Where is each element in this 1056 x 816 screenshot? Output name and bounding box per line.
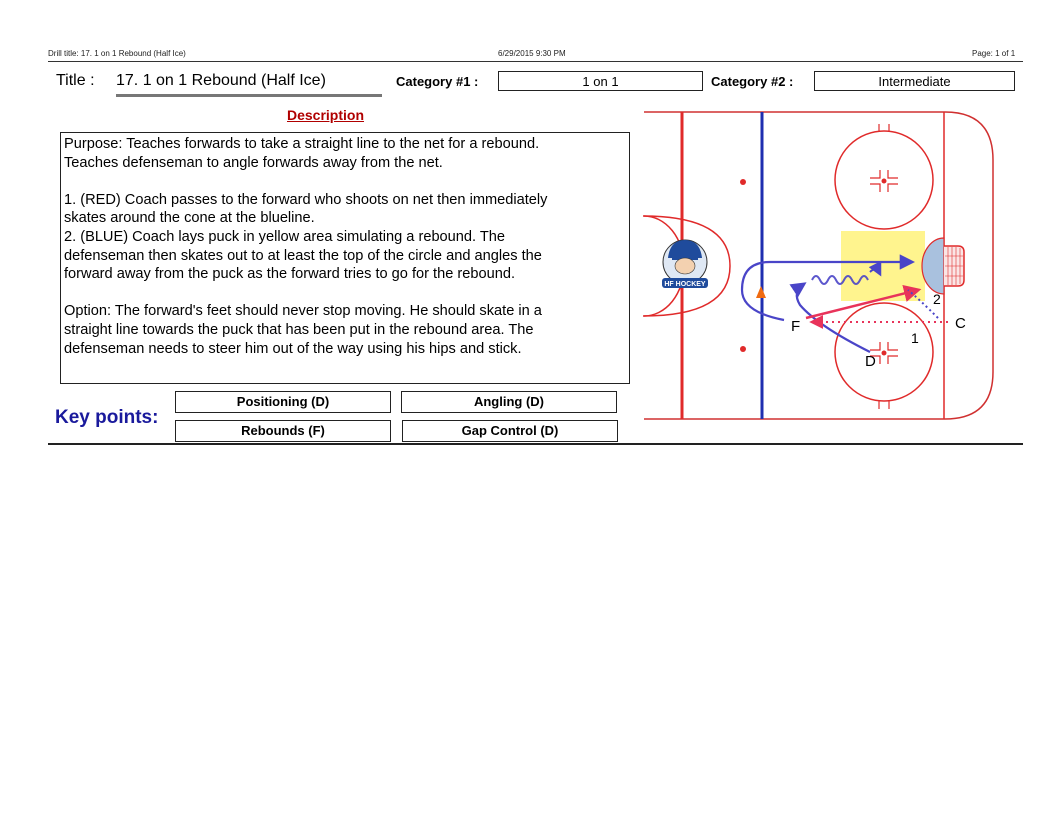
category1-label: Category #1 : [396,74,479,89]
category2-label: Category #2 : [711,74,794,89]
description-line: Option: The forward's feet should never stop moving. He should skate in a [64,303,542,320]
footer-divider [48,443,1023,445]
neutral-dot-top [740,179,746,185]
description-line: defenseman needs to steer him out of the way using his hips and stick. [64,340,522,357]
description-line: 1. (RED) Coach passes to the forward who shoots on net then immediately [64,191,548,208]
print-datetime: 6/29/2015 9:30 PM [498,49,566,58]
coach-label: C [955,315,966,332]
defense-label: D [865,353,876,370]
key-point-gap-control: Gap Control (D) [402,420,618,442]
title-value: 17. 1 on 1 Rebound (Half Ice) [116,72,382,97]
description-line: skates around the cone at the blueline. [64,210,315,227]
description-box [60,132,630,384]
key-point-rebounds: Rebounds (F) [175,420,391,442]
description-line: 2. (BLUE) Coach lays puck in yellow area simulating a rebound. The [64,228,506,245]
description-line: Purpose: Teaches forwards to take a straight line to the net for a rebound. [64,136,540,152]
step2-label: 2 [933,291,941,307]
key-point-angling: Angling (D) [401,391,617,413]
cone-icon [756,286,766,298]
forward-label: F [791,318,801,335]
description-line: Teaches defenseman to angle forwards away from the net. [64,154,443,171]
hockey-logo-icon [662,240,708,288]
logo-text: HF HOCKEY [664,281,706,288]
description-line: straight line towards the puck that has been put in the rebound area. The [64,321,534,338]
title-label: Title : [56,72,95,89]
neutral-dot-bottom [740,346,746,352]
drill-title-header: Drill title: 17. 1 on 1 Rebound (Half Ice) [48,49,186,58]
category2-field: Intermediate [814,71,1015,91]
rink-diagram [643,110,995,422]
description-heading: Description [287,107,365,123]
category1-field: 1 on 1 [498,71,703,91]
goal-crease [922,238,944,294]
page-number: Page: 1 of 1 [972,49,1016,58]
key-points-label: Key points: [55,407,159,428]
description-line: defenseman then skates out to at least the top of the circle and angles the [64,247,542,264]
header-divider [48,61,1023,62]
key-point-positioning: Positioning (D) [175,391,391,413]
step1-label: 1 [911,330,919,346]
description-line: forward away from the puck as the forward tries to go for the rebound. [64,266,516,283]
